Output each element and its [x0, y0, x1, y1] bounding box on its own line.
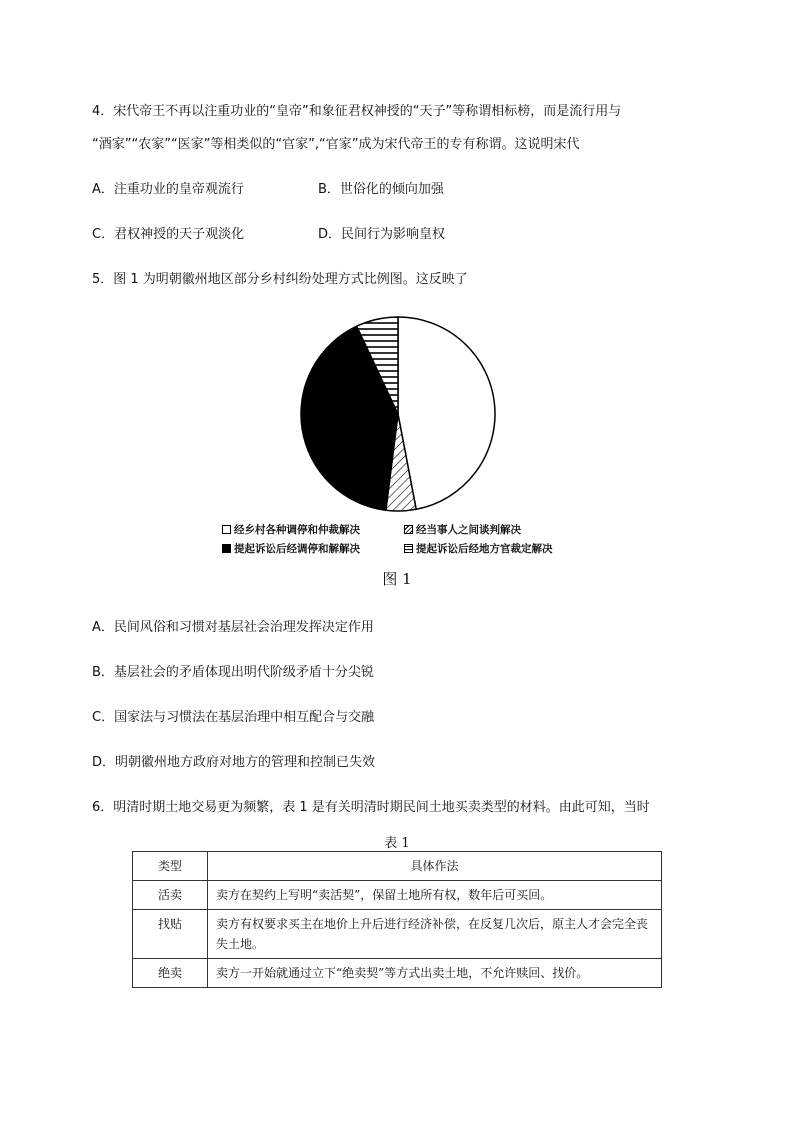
q4-option-b[interactable]: B．世俗化的倾向加强: [318, 182, 444, 197]
cell-method: 卖方有权要求买主在地价上升后进行经济补偿，在反复几次后，原主人才会完全丧失土地。: [208, 910, 662, 959]
table-row: [133, 959, 662, 988]
cell-type: 活卖: [133, 881, 208, 910]
cell-type: 绝卖: [133, 959, 208, 988]
table-caption: 表 1: [384, 836, 410, 851]
legend-label: 经乡村各种调停和仲裁解决: [234, 524, 360, 536]
legend-swatch-stripes: [404, 544, 413, 553]
cell-method: 卖方一开始就通过立下“绝卖契”等方式出卖土地，不允许赎回、找价。: [208, 959, 662, 988]
pie-chart: [292, 314, 504, 514]
q4-option-a[interactable]: A．注重功业的皇帝观流行: [92, 182, 244, 197]
figure-caption: 图 1: [382, 570, 412, 588]
legend-label: 提起诉讼后经地方官裁定解决: [416, 543, 553, 555]
pie-slice-1: [398, 317, 495, 509]
legend-swatch-hatch: [404, 525, 413, 534]
legend-item-party-negotiation: [404, 522, 521, 537]
cell-method: 卖方在契约上写明“卖活契”，保留土地所有权，数年后可买回。: [208, 881, 662, 910]
cell-type: 找贴: [133, 910, 208, 959]
q6-stem: 6．明清时期土地交易更为频繁，表 1 是有关明清时期民间土地买卖类型的材料。由此可知，当时: [92, 800, 650, 815]
q5-option-c[interactable]: C．国家法与习惯法在基层治理中相互配合与交融: [92, 710, 375, 725]
legend-label: 经当事人之间谈判解决: [416, 524, 521, 536]
table-row: [133, 910, 662, 959]
legend-swatch-black: [222, 544, 231, 553]
legend-item-village-mediation: [222, 522, 360, 537]
q4-option-d[interactable]: D．民间行为影响皇权: [318, 227, 446, 242]
table-header-row: [133, 852, 662, 881]
q4-stem-line1: 4．宋代帝王不再以注重功业的“皇帝”和象征君权神授的“天子”等称谓相标榜，而是流行用与: [92, 104, 622, 119]
legend-item-lawsuit-mediation: [222, 541, 360, 556]
legend-item-lawsuit-ruling: [404, 541, 553, 556]
q4-option-c[interactable]: C．君权神授的天子观淡化: [92, 227, 245, 242]
header-type: 类型: [133, 852, 208, 881]
legend-swatch-white: [222, 525, 231, 534]
header-method: 具体作法: [208, 852, 662, 881]
table-row: [133, 881, 662, 910]
pie-chart-svg: [292, 314, 504, 514]
q5-option-b[interactable]: B．基层社会的矛盾体现出明代阶级矛盾十分尖锐: [92, 665, 374, 680]
q4-stem-line2: “酒家”“农家”“医家”等相类似的“官家”,“官家”成为宋代帝王的专有称谓。这说明宋代: [92, 137, 580, 152]
q5-option-d[interactable]: D．明朝徽州地方政府对地方的管理和控制已失效: [92, 755, 376, 770]
q5-option-a[interactable]: A．民间风俗和习惯对基层社会治理发挥决定作用: [92, 620, 374, 635]
legend-label: 提起诉讼后经调停和解解决: [234, 543, 360, 555]
q5-stem: 5．图 1 为明朝徽州地区部分乡村纠纷处理方式比例图。这反映了: [92, 272, 468, 287]
land-sale-table: [132, 851, 662, 988]
